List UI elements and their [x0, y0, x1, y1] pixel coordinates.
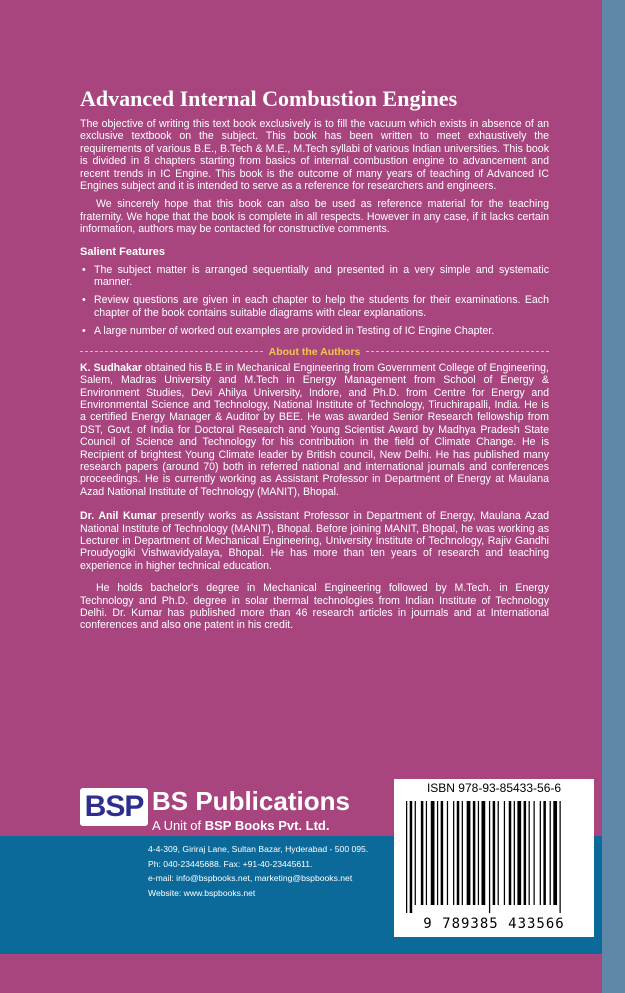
author2-name: Dr. Anil Kumar: [80, 510, 157, 523]
authors-heading-label: About the Authors: [268, 345, 361, 358]
feature-item: • The subject matter is arranged sequentially and presented in a very simple and systematic manner.: [80, 264, 549, 289]
barcode-icon: [404, 801, 584, 913]
author1-bio: [80, 362, 549, 498]
features-list: [80, 264, 549, 338]
author2-bio-text: presently works as Assistant Professor in Department of Energy, Maulana Azad National Institute of Technology (MANIT), Bhopal. Before joining MANIT, Bhopal, he was working as Lecturer in Department of Mechanical Engineering, University Institute of Technology, Rajiv Gandhi Proudyogiki Vishwavidyalaya, Bhopal. He has more than ten years of research and teaching experience in higher technical education.: [80, 510, 549, 572]
authors-heading: [80, 346, 549, 358]
publisher-contact: [148, 842, 368, 900]
author1-bio-text: obtained his B.E in Mechanical Engineering from Government College of Engineering, Salem, Madras University and M.Tech in Energy Management from School of Energy & Environment Studies, Devi Ahilya University, Indore, and Ph.D. from Centre for Energy and Environmental Science and Technology, National Institute of Technology, Tiruchirapalli, India. He is a certified Energy Manager & Auditor by BEE. He was awarded Senior Research fellowship from DST, Govt. of India for Doctoral Research and Young Scientist Award by Madhya Pradesh State Council of Science and Technology for his contribution in the field of Climate Change. He is Recipient of brightest Young Climate leader by British council, New Delhi. He has published many research papers (around 70) both in referred national and international journals and conferences proceedings. He is currently working as Assistant Professor in Department of Energy at Maulana Azad National Institute of Technology (MANIT), Bhopal.: [80, 361, 549, 498]
publisher-email: e-mail: info@bspbooks.net, marketing@bspbooks.net: [148, 873, 353, 884]
isbn-barcode-box: [394, 779, 594, 937]
author2-bio: [80, 510, 549, 572]
back-cover-text: [80, 86, 549, 632]
barcode-digits: 9 789385 433566: [423, 916, 565, 932]
publisher-website: Website: www.bspbooks.net: [148, 887, 256, 898]
isbn-number: ISBN 978-93-85433-56-6: [426, 781, 562, 795]
bsp-logo-text: BSP: [84, 790, 144, 823]
feature-item: • A large number of worked out examples are provided in Testing of IC Engine Chapter.: [80, 325, 549, 337]
author2-bio-paragraph-2: He holds bachelor's degree in Mechanical Engineering followed by M.Tech. in Energy Technology and Ph.D. degree in solar thermal technologies from Indian Institute of Technology Delhi. Dr. Kumar has published more than 46 research articles in journals and at International conferences and also one patent in his credit.: [80, 582, 549, 632]
book-title: Advanced Internal Combustion Engines: [80, 86, 458, 111]
intro-paragraph-1: The objective of writing this text book exclusively is to fill the vacuum which exists in absence of an exclusive textbook on the subject. This book has been written to meet exhaustively the requirements of various B.E., B.Tech & M.E., M.Tech syllabi of various Indian universities. This book is divided in 8 chapters starting from basics of internal combustion engine to advancement and recent trends in IC Engine. This book is the outcome of many years of teaching of Advanced IC Engines subject and it is intended to serve as a reference for researchers and engineers.: [80, 118, 549, 193]
salient-features-heading: Salient Features: [80, 245, 165, 258]
spine-strip: [602, 0, 625, 993]
divider-right: [366, 351, 549, 352]
publisher-phone: Ph: 040-23445688. Fax: +91-40-23445611.: [148, 858, 313, 869]
publisher-unit: [152, 818, 329, 834]
publisher-name: BS Publications: [152, 786, 350, 816]
publisher-address: 4-4-309, Giriraj Lane, Sultan Bazar, Hyderabad - 500 095.: [148, 844, 369, 854]
feature-item: • Review questions are given in each chapter to help the students for their examinations. Each chapter of the book contains suitable diagrams with clear explanations.: [80, 294, 549, 319]
author1-name: K. Sudhakar: [80, 361, 142, 374]
bsp-logo: [80, 788, 148, 826]
publisher-unit-prefix: A Unit of: [152, 818, 205, 833]
intro-paragraph-2: We sincerely hope that this book can also be used as reference material for the teaching fraternity. We hope that the book is complete in all respects. However in any case, if it lacks certain information, authors may be contacted for constructive comments.: [80, 198, 549, 236]
publisher-unit-name: BSP Books Pvt. Ltd.: [204, 818, 330, 833]
divider-left: [80, 351, 263, 352]
